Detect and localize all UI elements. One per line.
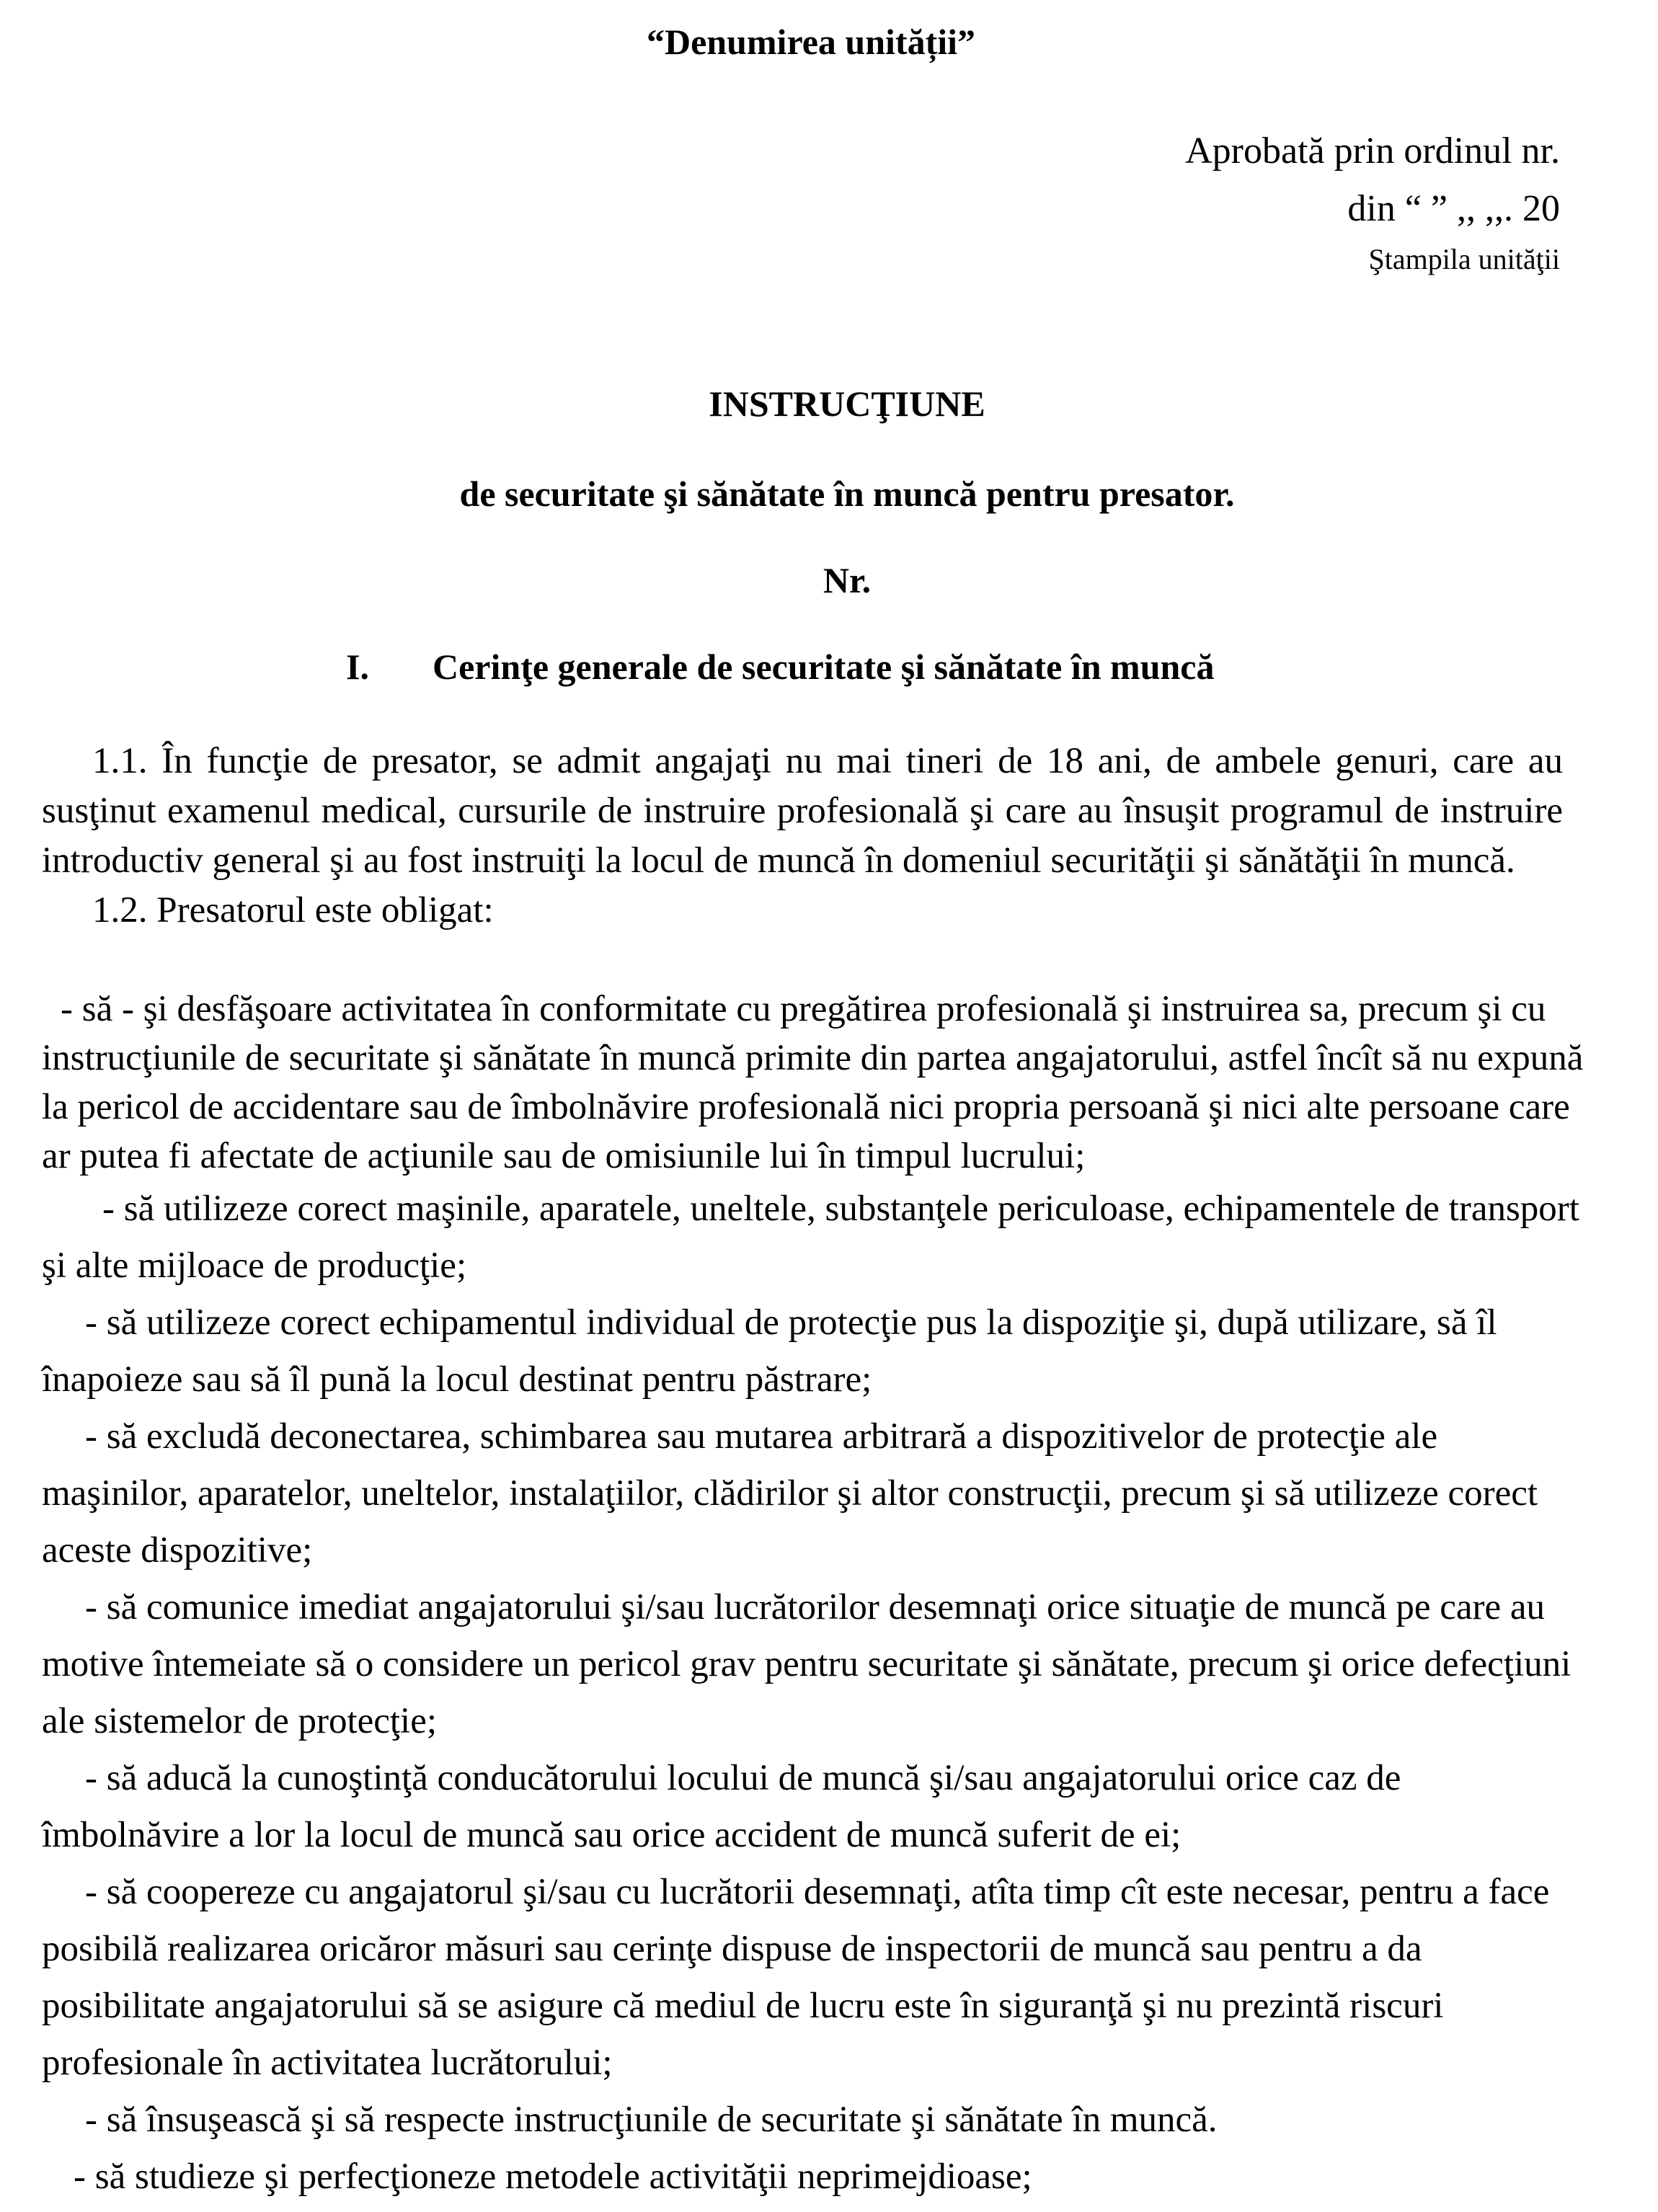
section-title: Cerinţe generale de securitate şi sănătate în muncă <box>433 647 1215 687</box>
obligation-item: - să studieze şi perfecţioneze metodele activităţii neprimejdioase; <box>74 2157 1032 2197</box>
obligation-item: - să - şi desfăşoare activitatea în conformitate cu pregătirea profesională şi instruirea sa, precum şi cu instrucţiunile de securitate şi sănătate în muncă primite din partea angajatorului, astfel încît să nu expună la pericol de accidentare sau de îmbolnăvire profesională nici propria persoană şi nici alte persoane care ar putea fi afectate de acţiunile sau de omisiunile lui în timpul lucrului; <box>42 989 1584 1176</box>
general-requirements <box>42 737 1563 936</box>
paragraph-1-2: 1.2. Presatorul este obligat: <box>92 890 494 930</box>
obligation-item: - să comunice imediat angajatorului şi/sau lucrătorilor desemnaţi orice situaţie de muncă pe care au motive întemeiate să o considere un pericol grav pentru securitate şi sănătate, precum şi orice defecţiuni ale sistemelor de protecţie; <box>42 1587 1571 1741</box>
obligations-list <box>42 985 1584 2206</box>
paragraph-1-1: 1.1. În funcţie de presator, se admit angajaţi nu mai tineri de 18 ani, de ambele genuri, care au susţinut examenul medical, cursurile de instruire profesională şi care au însuşit programul de instruire introductiv general şi au fost instruiţi la locul de muncă în domeniul securităţii şi sănătăţii în muncă. <box>42 741 1563 881</box>
obligation-item: - să aducă la cunoştinţă conducătorului locului de muncă şi/sau angajatorului orice caz de îmbolnăvire a lor la locul de muncă sau orice accident de muncă suferit de ei; <box>42 1758 1401 1855</box>
unit-name: “Denumirea unității” <box>646 22 976 62</box>
section-number: I. <box>346 647 369 687</box>
approval-block <box>1185 123 1560 281</box>
obligation-item: - să însuşească şi să respecte instrucţiunile de securitate şi sănătate în muncă. <box>85 2100 1218 2140</box>
approval-order-line: Aprobată prin ordinul nr. <box>1185 130 1560 172</box>
section-heading <box>346 638 1215 696</box>
obligation-item: - să utilizeze corect echipamentul individual de protecţie pus la dispoziţie şi, după utilizare, să îl înapoieze sau să îl pună la locul destinat pentru păstrare; <box>42 1302 1497 1400</box>
unit-stamp-label: Ştampila unităţii <box>1368 243 1560 275</box>
document-title: INSTRUCŢIUNE <box>709 383 985 424</box>
document-number: Nr. <box>823 560 872 600</box>
obligation-item: - să coopereze cu angajatorul şi/sau cu lucrătorii desemnaţi, atîta timp cît este necesar, pentru a face posibilă realizarea oricăror măsuri sau cerinţe dispuse de inspectorii de muncă sau pentru a da posibilitate angajatorului să se asigure că mediul de lucru este în siguranţă şi nu prezintă riscuri profesionale în activitatea lucrătorului; <box>42 1872 1550 2083</box>
document-subtitle: de securitate şi sănătate în muncă pentru presator. <box>459 474 1235 514</box>
obligation-item: - să utilizeze corect maşinile, aparatele, uneltele, substanţele periculoase, echipamentele de transport şi alte mijloace de producţie; <box>42 1189 1579 1286</box>
obligation-item: - să excludă deconectarea, schimbarea sau mutarea arbitrară a dispozitivelor de protecţie ale maşinilor, aparatelor, uneltelor, instalaţiilor, clădirilor şi altor construcţii, precum şi să utilizeze corect aceste dispozitive; <box>42 1416 1538 1571</box>
approval-date-line: din “ ” ,, ,,. 20 <box>1347 188 1560 229</box>
